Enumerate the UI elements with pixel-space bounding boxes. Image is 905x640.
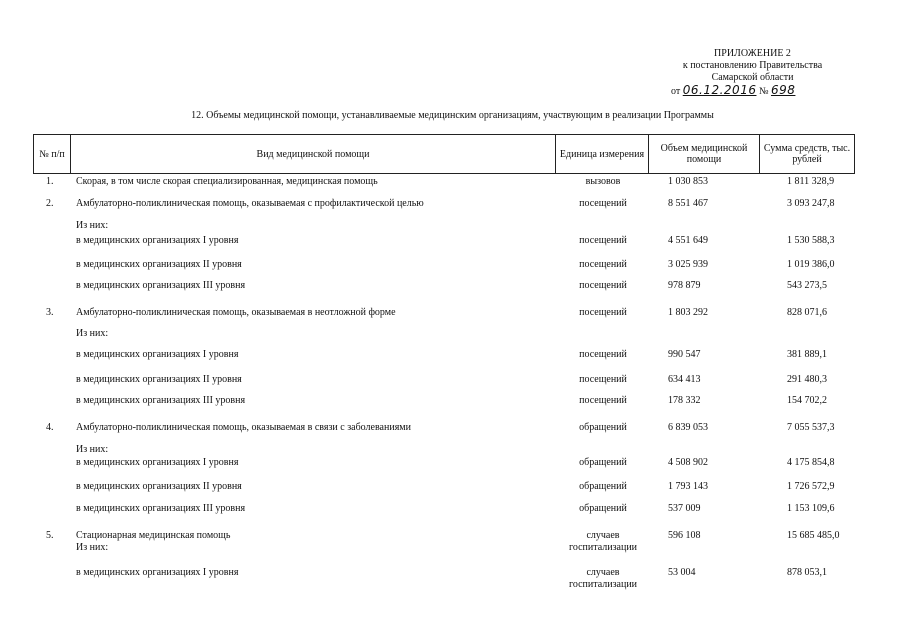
table-title: 12. Объемы медицинской помощи, устанавливаемые медицинским организациям, участвующим в реализации Программы: [191, 110, 714, 121]
annex-line-2: Самарской области: [711, 72, 794, 83]
row-name: в медицинских организациях I уровня: [76, 349, 239, 360]
row-sum: 878 053,1: [787, 567, 827, 578]
row-volume: 634 413: [668, 374, 701, 385]
row-unit: обращений: [579, 457, 627, 468]
row-volume: 1 803 292: [668, 307, 708, 318]
row-sum: 291 480,3: [787, 374, 827, 385]
row-volume: 4 551 649: [668, 235, 708, 246]
row-unit: посещений: [579, 235, 627, 246]
row-name: в медицинских организациях I уровня: [76, 235, 239, 246]
row-name: Стационарная медицинская помощь: [76, 530, 231, 541]
row-volume: 990 547: [668, 349, 701, 360]
row-volume: 3 025 939: [668, 259, 708, 270]
row-volume: 6 839 053: [668, 422, 708, 433]
row-unit: госпитализации: [568, 579, 638, 590]
row-volume: 53 004: [668, 567, 696, 578]
row-sum: 15 685 485,0: [787, 530, 840, 541]
row-name: Из них:: [76, 220, 109, 231]
row-name: в медицинских организациях III уровня: [76, 503, 246, 514]
handwritten-number: 698: [771, 83, 796, 97]
row-unit: посещений: [579, 198, 627, 209]
row-name: в медицинских организациях II уровня: [76, 481, 242, 492]
number-label: №: [758, 86, 769, 97]
row-unit: случаев: [586, 567, 620, 578]
row-name: в медицинских организациях III уровня: [76, 395, 246, 406]
row-volume: 978 879: [668, 280, 701, 291]
row-sum: 154 702,2: [787, 395, 827, 406]
row-sum: 1 726 572,9: [787, 481, 835, 492]
row-sum: 828 071,6: [787, 307, 827, 318]
row-name: Из них:: [76, 444, 109, 455]
row-name: Из них:: [76, 328, 109, 339]
row-sum: 381 889,1: [787, 349, 827, 360]
row-sum: 7 055 537,3: [787, 422, 835, 433]
row-volume: 8 551 467: [668, 198, 708, 209]
annex-title: ПРИЛОЖЕНИЕ 2: [714, 48, 791, 59]
handwritten-date: 06.12.2016: [682, 83, 757, 97]
from-label: от: [671, 86, 681, 97]
row-volume: 1 030 853: [668, 176, 708, 187]
row-unit: обращений: [579, 481, 627, 492]
row-name: Амбулаторно-поликлиническая помощь, оказываемая с профилактической целью: [76, 198, 424, 209]
row-volume: 596 108: [668, 530, 701, 541]
row-sum: 1 811 328,9: [787, 176, 835, 187]
row-sum: 1 019 386,0: [787, 259, 835, 270]
row-name: в медицинских организациях I уровня: [76, 567, 239, 578]
row-name: Из них:: [76, 542, 109, 553]
row-unit: посещений: [579, 349, 627, 360]
row-name: в медицинских организациях III уровня: [76, 280, 246, 291]
row-number: 1.: [46, 176, 54, 187]
header-volume: Объем медицинской помощи: [649, 134, 760, 174]
row-name: Скорая, в том числе скорая специализированная, медицинская помощь: [76, 176, 378, 187]
annex-block: [660, 48, 845, 98]
row-unit: посещений: [579, 307, 627, 318]
row-name: в медицинских организациях II уровня: [76, 259, 242, 270]
header-type: Вид медицинской помощи: [71, 134, 556, 174]
row-name: в медицинских организациях I уровня: [76, 457, 239, 468]
header-num: № п/п: [33, 134, 71, 174]
row-unit: случаев: [586, 530, 620, 541]
row-volume: 178 332: [668, 395, 701, 406]
annex-line-1: к постановлению Правительства: [682, 60, 823, 71]
row-sum: 543 273,5: [787, 280, 827, 291]
row-number: 5.: [46, 530, 54, 541]
header-sum: Сумма средств, тыс. рублей: [760, 134, 855, 174]
row-unit: обращений: [579, 503, 627, 514]
row-name: Амбулаторно-поликлиническая помощь, оказываемая в неотложной форме: [76, 307, 396, 318]
row-unit: обращений: [579, 422, 627, 433]
row-number: 3.: [46, 307, 54, 318]
row-unit: посещений: [579, 395, 627, 406]
row-unit: госпитализации: [568, 542, 638, 553]
row-number: 2.: [46, 198, 54, 209]
row-unit: посещений: [579, 259, 627, 270]
annex-date-line: [660, 84, 845, 98]
row-sum: 3 093 247,8: [787, 198, 835, 209]
row-sum: 1 153 109,6: [787, 503, 835, 514]
row-number: 4.: [46, 422, 54, 433]
row-volume: 1 793 143: [668, 481, 708, 492]
row-sum: 1 530 588,3: [787, 235, 835, 246]
row-volume: 537 009: [668, 503, 701, 514]
row-name: Амбулаторно-поликлиническая помощь, оказываемая в связи с заболеваниями: [76, 422, 411, 433]
header-unit: Единица измерения: [556, 134, 649, 174]
row-unit: вызовов: [585, 176, 621, 187]
row-unit: посещений: [579, 280, 627, 291]
row-sum: 4 175 854,8: [787, 457, 835, 468]
row-volume: 4 508 902: [668, 457, 708, 468]
row-name: в медицинских организациях II уровня: [76, 374, 242, 385]
row-unit: посещений: [579, 374, 627, 385]
